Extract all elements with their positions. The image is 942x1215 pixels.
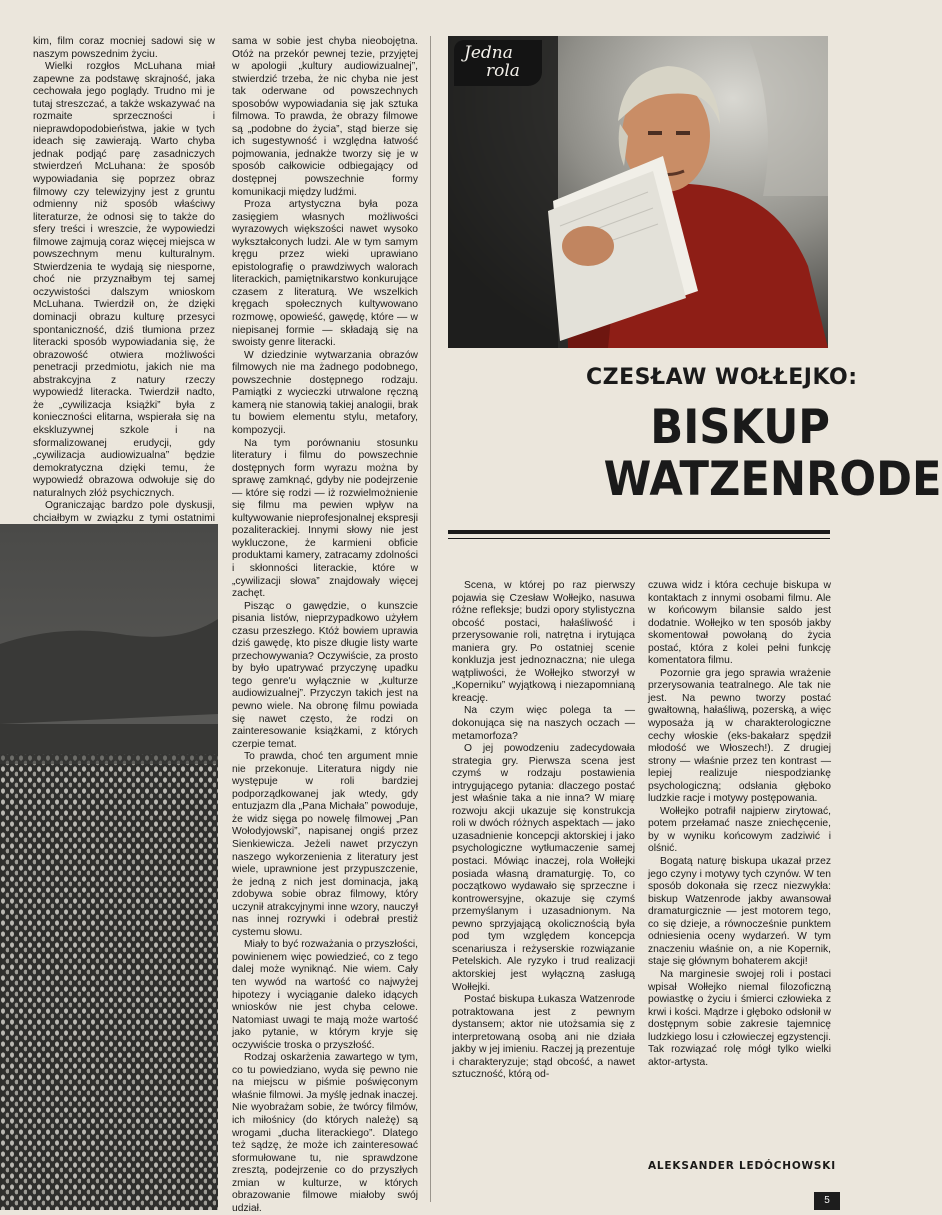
paragraph: Ograniczając bardzo pole dyskusji, chciałbym w związku z tymi ostatnimi: [33, 500, 215, 524]
page-number: 5: [814, 1192, 840, 1210]
article-column-1: [33, 36, 215, 524]
paragraph: Wołłejko potrafił najpierw zirytować, potem przełamać nasze zniechęcenie, by w wyniku końcowym zadziwić i olśnić.: [648, 805, 831, 855]
actor-portrait-photo: [448, 36, 828, 348]
paragraph: Na tym porównaniu stosunku literatury i filmu do powszechnie dostępnych form wyrazu można by sprawę zamknąć, gdyby nie podejrzenie — które się rodzi — iż rozwielmożnienie się filmu ma pewien wpływ na kultywowanie nieprofesjonalnej ekspresji pozaliterackiej. Innymi słowy nie jest wykluczone, że karmieni obficie produktami kamery, zatracamy zdolności i skłonności literackie, które w „cywilizacji słowa” znajdowały więcej zachęt.: [232, 437, 418, 600]
paragraph: Rodzaj oskarżenia zawartego w tym, co tu powiedziano, wyda się pewno nie na miejscu w piśmie poświęconym właśnie filmowi. Ja myślę jednak inaczej. Nie wyobrażam sobie, że twórcy filmów, ich miłośnicy (do których należę) są wrogami „ducha literackiego”. Dlatego też sądzę, że może ich zainteresować sformułowane tu, nie sprawdzone zresztą, podejrzenie co do przyszłych zmian w kulturze, w których obrazowanie filmowe miałoby swój udział.: [232, 1052, 418, 1214]
column-divider: [430, 36, 431, 1202]
paragraph: czuwa widz i która cechuje biskupa w kontaktach z innymi osobami filmu. Ale w końcowym bilansie saldo jest dodatnie. Wołłejko w ten sposób jakby skomentował powołaną do życia postać, która z kolei pełni funkcję komentatora filmu.: [648, 580, 831, 667]
paragraph: Proza artystyczna była poza zasięgiem własnych możliwości wyrazowych większości nawet wysoko wykształconych ludzi. Ale w tym samym kręgu przez wieki uprawiano epistolografię o prawdziwych walorach literackich, pamiętnikarstwo konkurujące czasem z literaturą. We wszelkich kręgach społecznych kultywowano rozmowę, opowieść, gawędę, które — w niepisanej formie — składają się na swoisty genre literacki.: [232, 199, 418, 349]
crowd-photo: [0, 524, 218, 1210]
actor-byline: CZESŁAW WOŁŁEJKO:: [586, 365, 858, 390]
headline-rule-thin: [448, 538, 830, 539]
paragraph: To prawda, choć ten argument mnie nie przekonuje. Literatura nigdy nie występuje w roli bardziej podporządkowanej jak wtedy, gdy entuzjazm dla „Pana Michała” powoduje, że widz sięga po nowelę filmowej „Pan Wołodyjowski”, napisanej ongiś przez Sienkiewicza. Jeżeli nawet przyczyn naszego wykorzenienia z literatury jest wiele, uprawnione jest przypuszczenie, że jedną z nich jest dominacja, jaką zdobywa sobie obraz filmowy, który uczynił atrakcyjnymi inne wzory, nauczył nas innej rozrywki i odebrał prestiż cystemu słowu.: [232, 751, 418, 938]
series-label-line: Jedna: [464, 43, 513, 63]
headline-rule-thick: [448, 530, 830, 534]
paragraph: Na czym więc polega ta — dokonująca się na naszych oczach — metamorfoza?: [452, 705, 635, 742]
series-label: [454, 40, 542, 86]
paragraph: sama w sobie jest chyba nieobojętna. Otóż na przekór pewnej tezie, przyjętej w apologii „kultury audiowizualnej”, stwierdzić trzeba, że nic chyba nie jest tak oderwane od powszechnych sposobów wypowiadania się jak sztuka filmowa. To prawda, że obrazy filmowe są „podobne do życia”, stąd bierze się ich sugestywność i względna łatwość pojmowania, jednakże tworzy się je w sposób całkowicie odbiegający od dostępnej powszechnie formy komunikacji między ludźmi.: [232, 36, 418, 198]
crowd-photo-image: [0, 524, 218, 1210]
paragraph: Na marginesie swojej roli i postaci wpisał Wołłejko niemal filozoficzną powiastkę o życiu i śmierci człowieka z krwi i kości. Mądrze i głęboko odsłonił w dostępnym sobie zakresie tajemnicę ludzkiego losu i człowieczej egzystencji. Tak rozwiązać rolę mógł tylko wielki aktor-artysta.: [648, 968, 831, 1068]
author-signature: ALEKSANDER LEDÓCHOWSKI: [648, 1160, 836, 1172]
paragraph: Bogatą naturę biskupa ukazał przez jego czyny i motywy tych czynów. W ten sposób dokonała się rzecz niezwykła: biskup Watzenrode jakby awansował dramaturgicznie — jest motorem tego, co się dzieje, a równocześnie punktem odniesienia oceny wydarzeń. W tym znaczeniu właśnie on, a nie Kopernik, staje się głównym bohaterem akcji!: [648, 856, 831, 968]
series-label-line: rola: [486, 61, 520, 81]
paragraph: Wielki rozgłos McLuhana miał zapewne za podstawę skrajność, jaka cechowała jego poglądy. Trudno mi je tutaj streszczać, a także wskazywać na rozmaite sprzeczności i nieprawdopodobieństwa, jakie w tych ideach się zawierają. Warto chyba jednak podjąć parę zasadniczych stwierdzeń McLuhana: że sposób wypowiadania się poprzez obraz filmowy czy telewizyjny jest z gruntu odmienny niż sposób właściwy literaturze, że odnosi się to także do sfery treści i wreszcie, że wypowiedzi filmowe zajmują coraz więcej miejsca w powszechnym menu kulturalnym. Stwierdzenia te wydają się niesporne, choć nie przyznałbym tej samej oczywistości dalszym wnioskom McLuhana. Twierdził on, że dzięki dominacji obrazu kulturę przesyci spontaniczność, dziś tłumiona przez literacki sposób wypowiadania się, że obrazowość otwiera możliwości penetracji przedmiotu, jakich nie ma abstrakcyjna z natury rzeczy wypowiedź literacka. Twierdził nadto, że „cywilizacja książki” była z konieczności elitarna, wspierała się na ekskluzywnej szkole i na sformalizowanej erudycji, gdy „cywilizacja audiowizualna” będzie demokratyczna dzięki temu, że wypowiedź obrazowa odwołuje się do naturalnych złóż psychicznych.: [33, 61, 215, 499]
paragraph: Miały to być rozważania o przyszłości, powinienem więc powiedzieć, co z tego dalej może wyniknąć. Nie wiem. Cały ten wywód na wartość co najwyżej hipotezy i wyciąganie daleko idących wniosków nie jest chyba celowe. Natomiast uwagi te mają może wartość jako pytanie, w którym kryje się oczywiście troska o przyszłość.: [232, 939, 418, 1051]
headline-line: WATZENRODE: [603, 452, 942, 507]
article-column-4: [648, 580, 831, 1160]
paragraph: W dziedzinie wytwarzania obrazów filmowych nie ma żadnego podobnego, powszechnie dostępnego rodzaju. Pamiątki z wycieczki utrwalone ręczną kamerą nie stanowią takiej analogii, brak tu bowiem elementu stylu, metafory, kompozycji.: [232, 349, 418, 436]
headline: [603, 400, 942, 507]
paragraph: O jej powodzeniu zadecydowała strategia gry. Pierwsza scena jest czymś w rodzaju postawienia intrygującego pytania: dlaczego postać jest właśnie taka a nie inna? W miarę rozwoju akcji ukazuje się konstrukcja roli w dwóch różnych aspektach — jako uzasadnienie koncepcji aktorskiej i jako psychologiczne wytłumaczenie samej postaci. Mówiąc inaczej, rola Wołłejki posiada własną dramaturgię. To, co początkowo wydawało się sprzeczne i kontrowersyjne, okazuje się czymś przemyślanym i uzasadnionym. Na pewno sprzyjającą okolicznością była pod tym względem koncepcja scenariusza i reżyserskie rozwiązanie Petelskich. Ale ryzyko i trud realizacji aktorskiej jest wyłączną zasługą Wołłejki.: [452, 743, 635, 993]
article-column-3: [452, 580, 635, 1180]
headline-line: BISKUP: [650, 400, 830, 455]
paragraph: kim, film coraz mocniej sadowi się w naszym powszednim życiu.: [33, 36, 215, 60]
article-column-2: [232, 36, 418, 1214]
paragraph: Pisząc o gawędzie, o kunszcie pisania listów, nieprzypadkowo użyłem czasu przeszłego. Któż bowiem uprawia dziś gawędę, kto pisze długie listy warte przechowywania? Oczywiście, za prosto by było upatrywać przyczynę upadku tego genre'u wyłącznie w „kulturze audiowizualnej”. Przyczyn takich jest na pewno wiele. Na obronę filmu powiada się nawet często, że rodzi on zainteresowanie książkami, z których czerpie temat.: [232, 600, 418, 750]
paragraph: Postać biskupa Łukasza Watzenrode potraktowana jest z pewnym dystansem; aktor nie utożsamia się z interpretowaną osobą ani nie działa jakby w jej imieniu. Raczej ją prezentuje i charakteryzuje; stąd obcość, a nawet sztuczność, którą od-: [452, 994, 635, 1081]
paragraph: Pozornie gra jego sprawia wrażenie przerysowania teatralnego. Ale tak nie jest. Na pewno tworzy postać gwałtowną, hałaśliwą, pozerską, a więc wyposaża ją w charakterologiczne cechy włoskie (eks-bakałarz spędził młodość we Włoszech!). Z drugiej strony — właśnie przez ten kontrast — lepiej realizuje niespodziankę psychologiczną; odsłania głęboko ludzkie racje i motywy postępowania.: [648, 667, 831, 805]
paragraph: Scena, w której po raz pierwszy pojawia się Czesław Wołłejko, nasuwa różne refleksje; budzi opory stylistyczna obcość postaci, hałaśliwość i przerysowanie roli, natrętna i irytująca maniera gry. Po ostatniej scenie konkluzja jest jednoznaczna; nie ulega wątpliwości, że Wołłejko stworzył w „Koperniku” wyjątkową i niezapomnianą kreację.: [452, 580, 635, 704]
